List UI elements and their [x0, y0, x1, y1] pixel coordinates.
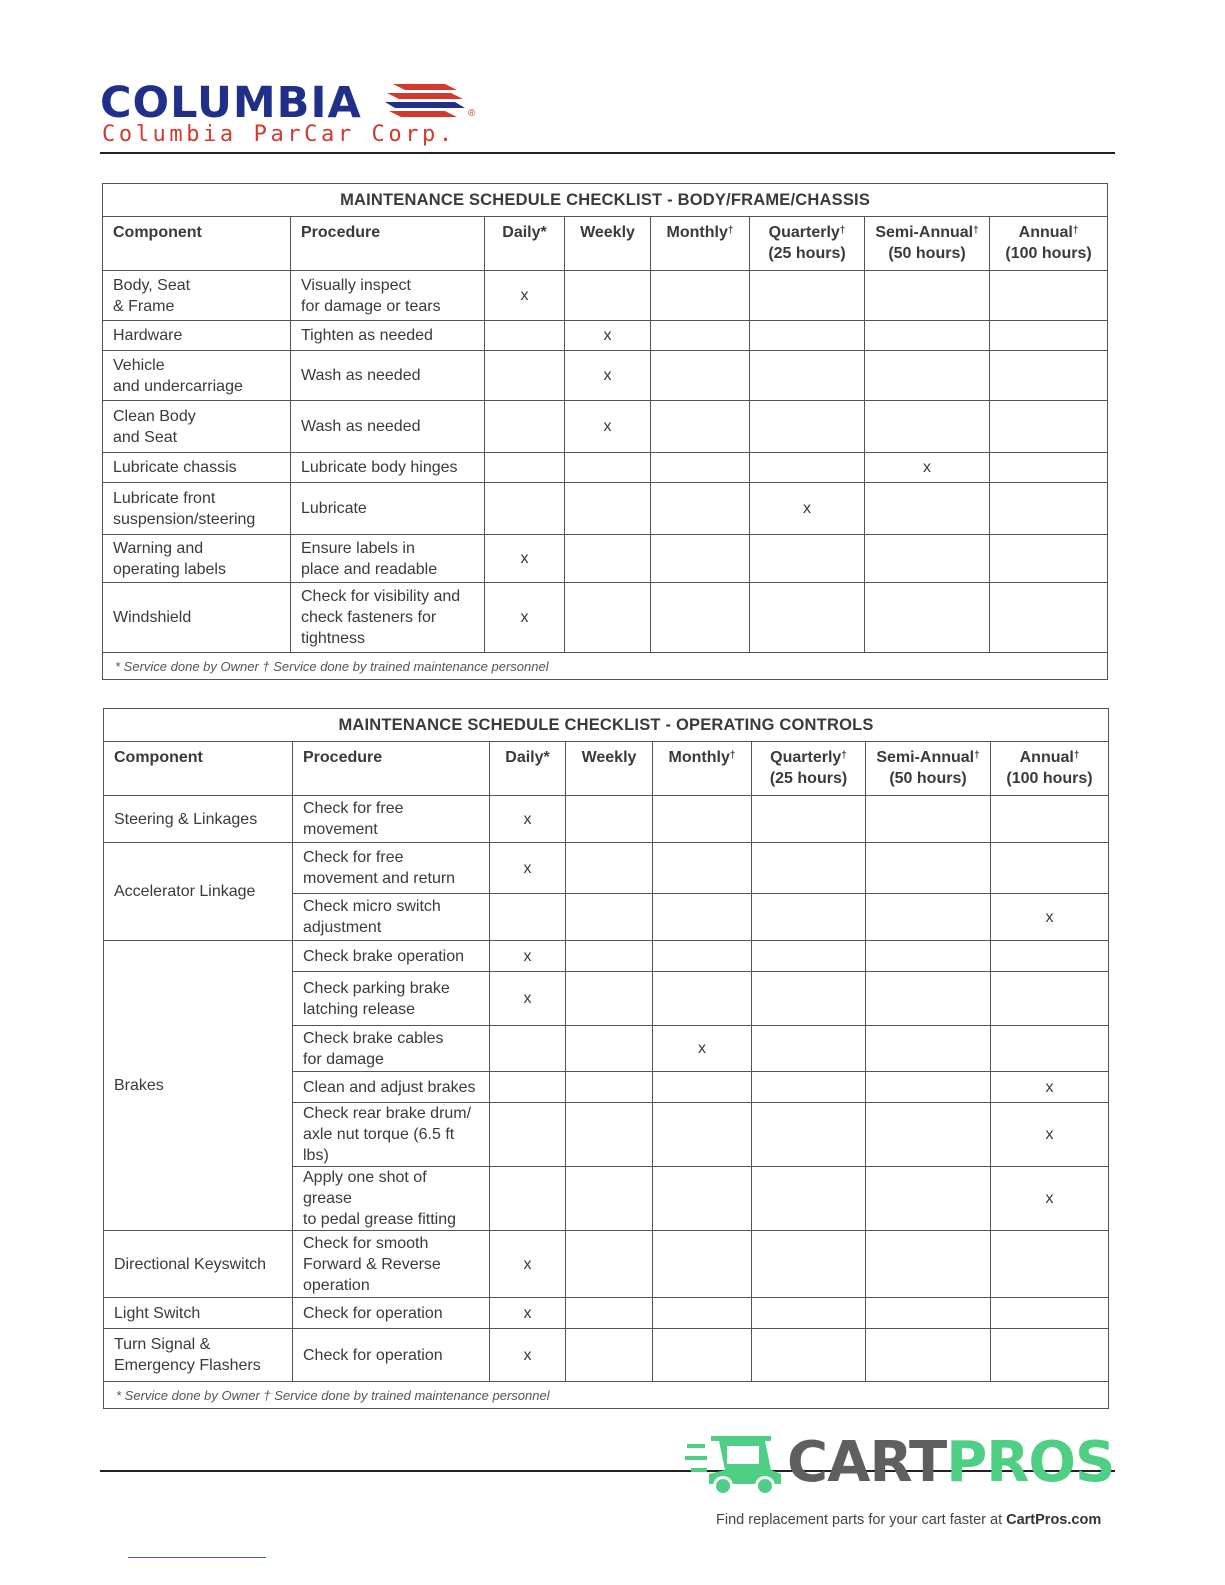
operating-controls-table: [103, 708, 1109, 1409]
schedule-cell: [865, 453, 990, 483]
procedure-cell: Visually inspect for damage or tears: [291, 271, 485, 321]
table-row: [103, 271, 1108, 321]
check-mark: x: [523, 859, 532, 877]
schedule-cell: [752, 894, 866, 941]
procedure-cell: Check brake cables for damage: [293, 1026, 490, 1072]
schedule-cell: [490, 1103, 566, 1167]
check-mark: x: [603, 367, 612, 384]
schedule-cell: [565, 583, 651, 653]
check-mark: x: [523, 810, 532, 828]
column-header-monthly: Monthly†: [651, 217, 750, 271]
schedule-cell: [991, 1072, 1109, 1103]
table-row: [103, 535, 1108, 583]
column-header-procedure: Procedure: [293, 742, 490, 796]
procedure-cell: Check for operation: [293, 1298, 490, 1329]
table-row: [103, 401, 1108, 453]
check-mark: x: [523, 947, 532, 965]
schedule-cell: [750, 271, 865, 321]
schedule-cell: [750, 401, 865, 453]
schedule-cell: [750, 453, 865, 483]
table-row: [103, 483, 1108, 535]
schedule-cell: [653, 972, 752, 1026]
schedule-cell: [752, 1329, 866, 1382]
header-row: [103, 217, 1108, 271]
schedule-cell: [490, 843, 566, 894]
schedule-cell: [490, 894, 566, 941]
procedure-cell: Lubricate: [291, 483, 485, 535]
check-mark: x: [803, 500, 811, 517]
check-mark: x: [520, 609, 529, 626]
cartpros-link[interactable]: CartPros.com: [1006, 1512, 1102, 1528]
column-header-weekly: Weekly: [566, 742, 653, 796]
schedule-cell: [865, 351, 990, 401]
component-cell: Steering & Linkages: [104, 796, 293, 843]
column-header-daily: Daily*: [485, 217, 565, 271]
schedule-cell: [651, 583, 750, 653]
schedule-cell: [991, 843, 1109, 894]
component-cell: Accelerator Linkage: [104, 843, 293, 941]
schedule-cell: [485, 271, 565, 321]
schedule-cell: [566, 972, 653, 1026]
schedule-cell: [490, 972, 566, 1026]
schedule-cell: [750, 535, 865, 583]
schedule-cell: [865, 271, 990, 321]
component-cell: Warning and operating labels: [103, 535, 291, 583]
schedule-cell: [566, 796, 653, 843]
schedule-cell: [990, 583, 1108, 653]
schedule-cell: [866, 972, 991, 1026]
schedule-cell: [565, 483, 651, 535]
procedure-cell: Check for visibility and check fasteners for tightness: [291, 583, 485, 653]
component-cell: Turn Signal & Emergency Flashers: [104, 1329, 293, 1382]
component-cell: Lubricate front suspension/steering: [103, 483, 291, 535]
schedule-cell: [566, 1167, 653, 1231]
schedule-cell: [653, 843, 752, 894]
procedure-cell: Lubricate body hinges: [291, 453, 485, 483]
schedule-cell: [990, 321, 1108, 351]
schedule-cell: [866, 843, 991, 894]
column-header-procedure: Procedure: [291, 217, 485, 271]
check-mark: x: [603, 327, 612, 344]
schedule-cell: [653, 1329, 752, 1382]
schedule-cell: [566, 843, 653, 894]
schedule-cell: [866, 1298, 991, 1329]
table-footnote: * Service done by Owner † Service done by trained maintenance personnel: [104, 1382, 1109, 1409]
component-cell: Clean Body and Seat: [103, 401, 291, 453]
schedule-cell: [991, 1103, 1109, 1167]
check-mark: x: [1045, 908, 1054, 926]
schedule-cell: [485, 401, 565, 453]
schedule-cell: [866, 1026, 991, 1072]
procedure-cell: Check for operation: [293, 1329, 490, 1382]
schedule-cell: [866, 1329, 991, 1382]
table-title: MAINTENANCE SCHEDULE CHECKLIST - BODY/FRAME/CHASSIS: [103, 184, 1108, 217]
check-mark: x: [1045, 1078, 1054, 1096]
column-header-component: Component: [104, 742, 293, 796]
schedule-cell: [990, 535, 1108, 583]
schedule-cell: [651, 401, 750, 453]
column-header-daily: Daily*: [490, 742, 566, 796]
table-row: [103, 583, 1108, 653]
schedule-cell: [752, 1167, 866, 1231]
schedule-cell: [653, 941, 752, 972]
schedule-cell: [752, 1026, 866, 1072]
schedule-cell: [490, 1298, 566, 1329]
schedule-cell: [866, 1231, 991, 1298]
schedule-cell: [485, 535, 565, 583]
schedule-cell: [991, 1026, 1109, 1072]
schedule-cell: [565, 271, 651, 321]
schedule-cell: [866, 894, 991, 941]
schedule-cell: [752, 1298, 866, 1329]
schedule-cell: [565, 401, 651, 453]
column-header-annual: Annual† (100 hours): [990, 217, 1108, 271]
table-row: [104, 1231, 1109, 1298]
schedule-cell: [991, 894, 1109, 941]
schedule-cell: [651, 483, 750, 535]
schedule-cell: [566, 1329, 653, 1382]
schedule-cell: [490, 1167, 566, 1231]
schedule-cell: [752, 1231, 866, 1298]
schedule-cell: [566, 941, 653, 972]
table-row: [103, 321, 1108, 351]
schedule-cell: [990, 453, 1108, 483]
schedule-cell: [566, 1026, 653, 1072]
table-row: [104, 1298, 1109, 1329]
schedule-cell: [566, 1072, 653, 1103]
footer-link-underline[interactable]: [128, 1557, 266, 1558]
schedule-cell: [991, 1329, 1109, 1382]
check-mark: x: [523, 1346, 532, 1364]
schedule-cell: [750, 583, 865, 653]
schedule-cell: [490, 1329, 566, 1382]
check-mark: x: [520, 287, 529, 304]
schedule-cell: [866, 796, 991, 843]
procedure-cell: Check micro switch adjustment: [293, 894, 490, 941]
schedule-cell: [485, 321, 565, 351]
procedure-cell: Clean and adjust brakes: [293, 1072, 490, 1103]
schedule-cell: [991, 1298, 1109, 1329]
schedule-cell: [651, 351, 750, 401]
schedule-cell: [752, 796, 866, 843]
component-cell: Vehicle and undercarriage: [103, 351, 291, 401]
schedule-cell: [866, 941, 991, 972]
cartpros-logo: [685, 1430, 1135, 1502]
check-mark: x: [1045, 1126, 1054, 1143]
component-cell: Light Switch: [104, 1298, 293, 1329]
schedule-cell: [485, 351, 565, 401]
procedure-cell: Check brake operation: [293, 941, 490, 972]
logo-subtitle: Columbia ParCar Corp.: [102, 122, 456, 147]
schedule-cell: [653, 1072, 752, 1103]
schedule-cell: [750, 483, 865, 535]
component-cell: Lubricate chassis: [103, 453, 291, 483]
schedule-cell: [566, 894, 653, 941]
check-mark: x: [1045, 1190, 1054, 1207]
schedule-cell: [653, 796, 752, 843]
column-header-monthly: Monthly†: [653, 742, 752, 796]
schedule-cell: [990, 401, 1108, 453]
schedule-cell: [991, 1167, 1109, 1231]
schedule-cell: [565, 535, 651, 583]
golf-cart-icon: [685, 1430, 785, 1500]
schedule-cell: [990, 351, 1108, 401]
schedule-cell: [991, 1231, 1109, 1298]
schedule-cell: [653, 1298, 752, 1329]
schedule-cell: [653, 1103, 752, 1167]
logo-stripes-icon: [385, 84, 465, 122]
schedule-cell: [752, 972, 866, 1026]
schedule-cell: [651, 271, 750, 321]
procedure-cell: Check for free movement: [293, 796, 490, 843]
table-row: [103, 453, 1108, 483]
schedule-cell: [865, 535, 990, 583]
column-header-annual: Annual† (100 hours): [991, 742, 1109, 796]
column-header-component: Component: [103, 217, 291, 271]
procedure-cell: Check for smooth Forward & Reverse operation: [293, 1231, 490, 1298]
procedure-cell: Apply one shot of grease to pedal grease fitting: [293, 1167, 490, 1231]
columbia-logo: [100, 80, 480, 150]
schedule-cell: [866, 1072, 991, 1103]
header-row: [104, 742, 1109, 796]
procedure-cell: Check parking brake latching release: [293, 972, 490, 1026]
schedule-cell: [490, 941, 566, 972]
table-footnote: * Service done by Owner † Service done by trained maintenance personnel: [103, 653, 1108, 680]
schedule-cell: [865, 583, 990, 653]
schedule-cell: [752, 1072, 866, 1103]
schedule-cell: [651, 453, 750, 483]
check-mark: x: [523, 990, 532, 1007]
component-cell: Hardware: [103, 321, 291, 351]
column-header-quarterly: Quarterly† (25 hours): [752, 742, 866, 796]
procedure-cell: Wash as needed: [291, 351, 485, 401]
schedule-cell: [752, 941, 866, 972]
schedule-cell: [485, 453, 565, 483]
schedule-cell: [865, 401, 990, 453]
table-row: [104, 843, 1109, 894]
schedule-cell: [866, 1167, 991, 1231]
component-cell: Brakes: [104, 941, 293, 1231]
component-cell: Directional Keyswitch: [104, 1231, 293, 1298]
body-frame-chassis-table: [102, 183, 1108, 680]
procedure-cell: Ensure labels in place and readable: [291, 535, 485, 583]
schedule-cell: [653, 1026, 752, 1072]
schedule-cell: [991, 796, 1109, 843]
component-cell: Body, Seat & Frame: [103, 271, 291, 321]
check-mark: x: [698, 1040, 706, 1057]
schedule-cell: [991, 941, 1109, 972]
schedule-cell: [485, 583, 565, 653]
schedule-cell: [490, 1072, 566, 1103]
table-row: [103, 351, 1108, 401]
table-title: MAINTENANCE SCHEDULE CHECKLIST - OPERATING CONTROLS: [104, 709, 1109, 742]
column-header-quarterly: Quarterly† (25 hours): [750, 217, 865, 271]
schedule-cell: [990, 271, 1108, 321]
schedule-cell: [750, 351, 865, 401]
schedule-cell: [651, 321, 750, 351]
procedure-cell: Wash as needed: [291, 401, 485, 453]
procedure-cell: Check for free movement and return: [293, 843, 490, 894]
schedule-cell: [485, 483, 565, 535]
schedule-cell: [565, 321, 651, 351]
schedule-cell: [566, 1103, 653, 1167]
schedule-cell: [490, 796, 566, 843]
cartpros-tagline: Find replacement parts for your cart faster at CartPros.com: [716, 1512, 1102, 1528]
check-mark: x: [520, 550, 529, 567]
schedule-cell: [865, 483, 990, 535]
table-row: [104, 796, 1109, 843]
schedule-cell: [651, 535, 750, 583]
schedule-cell: [490, 1026, 566, 1072]
column-header-weekly: Weekly: [565, 217, 651, 271]
schedule-cell: [752, 1103, 866, 1167]
schedule-cell: [752, 843, 866, 894]
schedule-cell: [865, 321, 990, 351]
schedule-cell: [565, 453, 651, 483]
check-mark: x: [923, 459, 931, 476]
column-header-semi-annual: Semi-Annual† (50 hours): [865, 217, 990, 271]
check-mark: x: [523, 1255, 532, 1273]
schedule-cell: [566, 1231, 653, 1298]
schedule-cell: [866, 1103, 991, 1167]
schedule-cell: [490, 1231, 566, 1298]
component-cell: Windshield: [103, 583, 291, 653]
schedule-cell: [566, 1298, 653, 1329]
schedule-cell: [565, 351, 651, 401]
logo-wordmark: COLUMBIA: [100, 78, 362, 128]
check-mark: x: [603, 418, 612, 435]
schedule-cell: [750, 321, 865, 351]
table-row: [104, 1329, 1109, 1382]
column-header-semi-annual: Semi-Annual† (50 hours): [866, 742, 991, 796]
schedule-cell: [991, 972, 1109, 1026]
schedule-cell: [653, 894, 752, 941]
registered-mark: ®: [468, 108, 476, 119]
procedure-cell: Check rear brake drum/ axle nut torque (6.5 ft lbs): [293, 1103, 490, 1167]
schedule-cell: [653, 1167, 752, 1231]
procedure-cell: Tighten as needed: [291, 321, 485, 351]
header-rule: [100, 152, 1115, 154]
check-mark: x: [523, 1304, 532, 1322]
schedule-cell: [653, 1231, 752, 1298]
schedule-cell: [990, 483, 1108, 535]
table-row: [104, 941, 1109, 972]
cartpros-wordmark: CARTPROS: [787, 1430, 1115, 1495]
